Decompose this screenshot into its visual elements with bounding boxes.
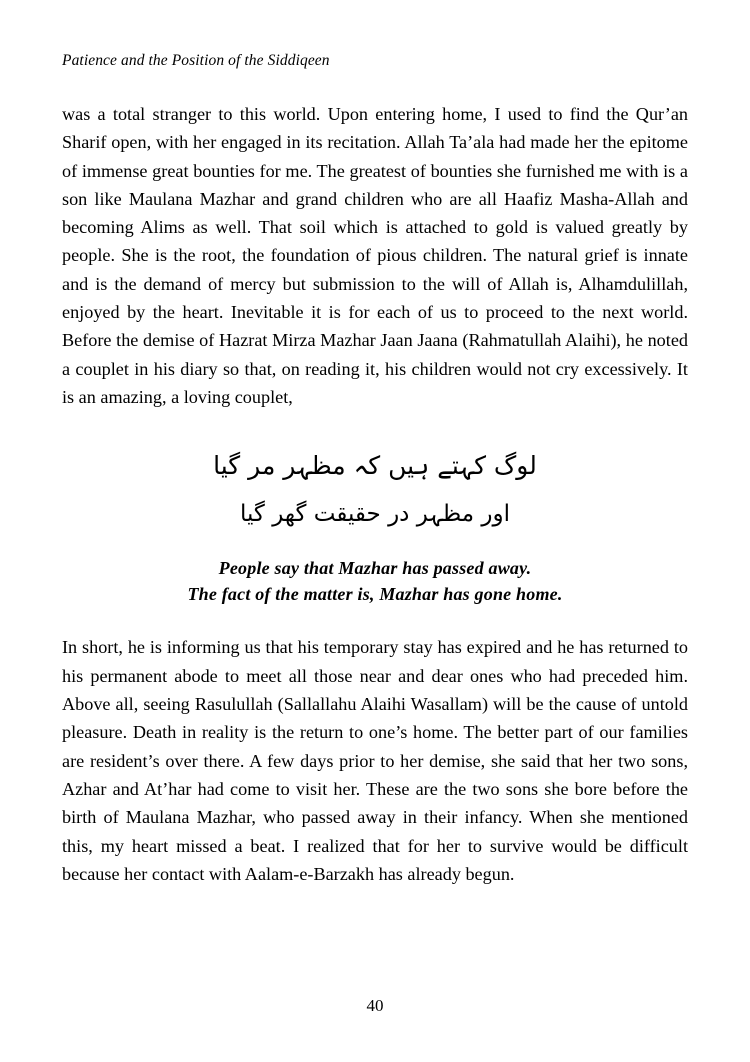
body-paragraph-second: In short, he is informing us that his temporary stay has expired and he has returned to his permanent abode to meet all those near and dear ones who had preceded him. Above all, seeing Rasulullah (Sallallahu Alaihi Wasallam) will be the cause of untold pleasure. Death in reality is the return to one’s home. The better part of our families are resident’s over there. A few days prior to her demise, she said that her two sons, Azhar and At’har had come to visit her. These are the two sons she bore before the birth of Maulana Mazhar, who passed away in their infancy. When she mentioned this, my heart missed a beat. I realized that for her to survive would be difficult because her contact with Aalam-e-Barzakh has already begun. <box>62 637 688 884</box>
couplet-translation-line-1: People say that Mazhar has passed away. <box>218 558 532 579</box>
couplet-translation-line-2: The fact of the matter is, Mazhar has gone home. <box>187 584 563 605</box>
urdu-couplet <box>62 441 688 537</box>
urdu-couplet-line-2: اور مظہر در حقیقت گھر گیا <box>239 501 510 528</box>
running-head: Patience and the Position of the Siddiqeen <box>62 52 330 69</box>
page-number: 40 <box>366 996 384 1015</box>
urdu-couplet-line-1: لوگ کہتے ہیں کہ مظہر مر گیا <box>213 451 537 481</box>
body-paragraph-first: was a total stranger to this world. Upon entering home, I used to find the Qur’an Sharif open, with her engaged in its recitation. Allah Ta’ala had made her the epitome of immense great bounties for me. The greatest of bounties she furnished me with is a son like Maulana Mazhar and grand children who are all Haafiz Masha-Allah and becoming Alims as well. That soil which is attached to gold is valued greatly by people. She is the root, the foundation of pious children. The natural grief is innate and is the demand of mercy but submission to the will of Allah is, Alhamdulillah, enjoyed by the heart. Inevitable it is for each of us to proceed to the next world. Before the demise of Hazrat Mirza Mazhar Jaan Jaana (Rahmatullah Alaihi), he noted a couplet in his diary so that, on reading it, his children would not cry excessively. It is an amazing, a loving couplet, <box>62 104 688 407</box>
couplet-translation <box>62 555 688 607</box>
